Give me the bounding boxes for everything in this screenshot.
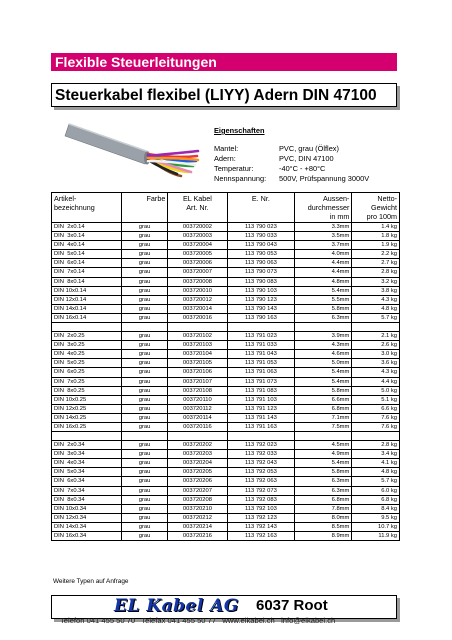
cell-artnr: 003720007 [168,268,227,277]
table-row [52,395,400,404]
cell-artikel: DIN 14x0.34 [52,522,122,531]
cell-gewicht: 4.1 kg [352,459,400,468]
cell-enr: 113 791 043 [227,350,295,359]
cell-farbe: grau [121,250,168,259]
cell-aussen: 5.4mm [295,377,352,386]
col-header-gewicht: Netto- Gewicht pro 100m [352,193,400,223]
cell-farbe: grau [121,259,168,268]
table-row [52,441,400,450]
company-logo: EL Kabel AG [114,596,239,616]
cell-farbe: grau [121,304,168,313]
cell-aussen: 5.4mm [295,368,352,377]
cell-artnr: 003720003 [168,232,227,241]
cell-aussen: 7.8mm [295,504,352,513]
table-row [52,486,400,495]
cell-enr: 113 791 063 [227,368,295,377]
cell-artikel: DIN 5x0.14 [52,250,122,259]
col-header-aussen: Aussen- durchmesser in mm [295,193,352,223]
table-row [52,532,400,541]
cell-farbe: grau [121,441,168,450]
empty-cell [227,432,295,441]
cell-artikel: DIN 16x0.25 [52,422,122,431]
cell-gewicht: 4.3 kg [352,295,400,304]
cell-artikel: DIN 12x0.14 [52,295,122,304]
table-row [52,223,400,232]
group-separator [52,432,400,441]
cell-gewicht: 3.8 kg [352,286,400,295]
cell-artikel: DIN 5x0.25 [52,359,122,368]
table-row [52,332,400,341]
section-title: Flexible Steuerleitungen [51,53,397,71]
cell-artikel: DIN 7x0.14 [52,268,122,277]
cell-farbe: grau [121,277,168,286]
cell-artikel: DIN 10x0.34 [52,504,122,513]
table-row [52,286,400,295]
cell-artikel: DIN 14x0.25 [52,413,122,422]
cell-aussen: 8.9mm [295,532,352,541]
cell-aussen: 5.4mm [295,459,352,468]
cell-enr: 113 792 043 [227,459,295,468]
empty-cell [168,432,227,441]
cell-artikel: DIN 4x0.25 [52,350,122,359]
cell-artnr: 003720214 [168,522,227,531]
cell-farbe: grau [121,341,168,350]
cell-gewicht: 3.4 kg [352,450,400,459]
cell-aussen: 6.3mm [295,313,352,322]
cell-artnr: 003720012 [168,295,227,304]
cell-enr: 113 790 163 [227,313,295,322]
col-header-artnr: EL Kabel Art. Nr. [168,193,227,223]
cell-gewicht: 1.8 kg [352,232,400,241]
cell-aussen: 6.3mm [295,477,352,486]
cell-aussen: 7.5mm [295,422,352,431]
cell-artnr: 003720206 [168,477,227,486]
cell-farbe: grau [121,286,168,295]
cell-artikel: DIN 3x0.14 [52,232,122,241]
cell-artnr: 003720103 [168,341,227,350]
cell-aussen: 4.9mm [295,450,352,459]
cell-aussen: 5.8mm [295,304,352,313]
cell-farbe: grau [121,477,168,486]
cell-artnr: 003720105 [168,359,227,368]
cell-aussen: 8.0mm [295,513,352,522]
cell-gewicht: 2.6 kg [352,341,400,350]
table-row [52,468,400,477]
cell-gewicht: 5.7 kg [352,477,400,486]
table-row [52,304,400,313]
cell-aussen: 6.3mm [295,486,352,495]
cell-artikel: DIN 7x0.34 [52,486,122,495]
cell-gewicht: 4.8 kg [352,304,400,313]
table-row [52,522,400,531]
cell-farbe: grau [121,395,168,404]
table-body [52,223,400,541]
cell-gewicht: 3.0 kg [352,350,400,359]
cell-aussen: 3.5mm [295,232,352,241]
col-header-enr: E. Nr. [227,193,295,223]
cell-gewicht: 2.1 kg [352,332,400,341]
cell-enr: 113 792 083 [227,495,295,504]
cell-aussen: 4.4mm [295,259,352,268]
cell-artikel: DIN 14x0.14 [52,304,122,313]
table-header-row [52,193,400,223]
empty-cell [295,323,352,332]
table-row [52,277,400,286]
cell-aussen: 4.5mm [295,441,352,450]
property-row: Mantel: PVC, grau (Ölflex) [214,144,339,153]
cell-artikel: DIN 6x0.34 [52,477,122,486]
cell-enr: 113 791 023 [227,332,295,341]
cell-farbe: grau [121,459,168,468]
cell-farbe: grau [121,268,168,277]
table-row [52,504,400,513]
cell-artnr: 003720010 [168,286,227,295]
cell-artnr: 003720005 [168,250,227,259]
cell-artikel: DIN 8x0.25 [52,386,122,395]
cell-aussen: 5.4mm [295,286,352,295]
company-city: 6037 Root [256,597,328,614]
cell-enr: 113 792 053 [227,468,295,477]
footnote: Weitere Typen auf Anfrage [53,578,129,585]
cell-artnr: 003720207 [168,486,227,495]
cell-gewicht: 4.4 kg [352,377,400,386]
cell-gewicht: 11.9 kg [352,532,400,541]
cell-gewicht: 2.2 kg [352,250,400,259]
empty-cell [168,323,227,332]
cell-farbe: grau [121,232,168,241]
cell-artnr: 003720106 [168,368,227,377]
cell-aussen: 5.5mm [295,295,352,304]
table-row [52,313,400,322]
cell-aussen: 3.9mm [295,332,352,341]
cell-farbe: grau [121,332,168,341]
cell-artikel: DIN 8x0.34 [52,495,122,504]
table-row [52,422,400,431]
table-row [52,404,400,413]
cell-enr: 113 792 063 [227,477,295,486]
cell-aussen: 8.5mm [295,522,352,531]
table-row [52,268,400,277]
cell-enr: 113 792 103 [227,504,295,513]
cell-aussen: 6.8mm [295,495,352,504]
contact-line: Telefon 041 455 50 70 Telefax 041 455 50 77 www.elkabel.ch info@elkabel.ch [60,616,336,625]
table-row [52,259,400,268]
col-header-farbe: Farbe [121,193,168,223]
table-row [52,513,400,522]
cell-artikel: DIN 2x0.34 [52,441,122,450]
empty-cell [121,432,168,441]
cell-aussen: 3.3mm [295,223,352,232]
cell-gewicht: 4.8 kg [352,468,400,477]
cell-enr: 113 791 083 [227,386,295,395]
cell-artnr: 003720104 [168,350,227,359]
cell-artikel: DIN 2x0.14 [52,223,122,232]
table-row [52,459,400,468]
cell-aussen: 5.8mm [295,468,352,477]
cell-artnr: 003720202 [168,441,227,450]
cell-artikel: DIN 6x0.25 [52,368,122,377]
cell-artnr: 003720102 [168,332,227,341]
cell-artikel: DIN 7x0.25 [52,377,122,386]
cell-aussen: 4.3mm [295,341,352,350]
property-row: Nennspannung: 500V, Prüfspannung 3000V [214,174,370,183]
cell-farbe: grau [121,313,168,322]
cell-aussen: 5.0mm [295,359,352,368]
cell-farbe: grau [121,377,168,386]
cell-artikel: DIN 4x0.34 [52,459,122,468]
cell-farbe: grau [121,450,168,459]
cell-enr: 113 790 043 [227,241,295,250]
cell-enr: 113 790 123 [227,295,295,304]
cell-enr: 113 790 073 [227,268,295,277]
properties-block [214,126,369,184]
cell-enr: 113 790 063 [227,259,295,268]
cell-gewicht: 10.7 kg [352,522,400,531]
cell-artnr: 003720114 [168,413,227,422]
cell-artnr: 003720110 [168,395,227,404]
cell-aussen: 7.1mm [295,413,352,422]
cable-image [51,120,201,178]
cell-artikel: DIN 6x0.14 [52,259,122,268]
cell-artikel: DIN 10x0.14 [52,286,122,295]
table-row [52,368,400,377]
cell-artikel: DIN 12x0.25 [52,404,122,413]
cell-artikel: DIN 12x0.34 [52,513,122,522]
empty-cell [352,323,400,332]
cell-gewicht: 4.3 kg [352,368,400,377]
cell-artnr: 003720205 [168,468,227,477]
cell-gewicht: 2.8 kg [352,441,400,450]
table-row [52,359,400,368]
table-row [52,413,400,422]
cell-gewicht: 1.9 kg [352,241,400,250]
cell-farbe: grau [121,468,168,477]
cell-aussen: 6.6mm [295,395,352,404]
cell-artnr: 003720016 [168,313,227,322]
cell-aussen: 3.7mm [295,241,352,250]
table-row [52,377,400,386]
table-row [52,295,400,304]
group-separator [52,323,400,332]
cell-artnr: 003720204 [168,459,227,468]
cell-gewicht: 8.4 kg [352,504,400,513]
cell-enr: 113 792 033 [227,450,295,459]
cell-gewicht: 3.6 kg [352,359,400,368]
cell-artikel: DIN 3x0.34 [52,450,122,459]
cell-gewicht: 7.6 kg [352,422,400,431]
cell-enr: 113 791 053 [227,359,295,368]
table-row [52,386,400,395]
cell-artnr: 003720108 [168,386,227,395]
empty-cell [121,323,168,332]
cell-gewicht: 6.0 kg [352,486,400,495]
cell-gewicht: 7.6 kg [352,413,400,422]
cable-table [51,192,400,541]
table-row [52,495,400,504]
cell-farbe: grau [121,223,168,232]
cell-farbe: grau [121,422,168,431]
cell-aussen: 6.8mm [295,404,352,413]
cell-farbe: grau [121,350,168,359]
cell-farbe: grau [121,413,168,422]
cell-artnr: 003720212 [168,513,227,522]
cell-artikel: DIN 8x0.14 [52,277,122,286]
cell-enr: 113 791 123 [227,404,295,413]
cell-gewicht: 6.6 kg [352,404,400,413]
cell-farbe: grau [121,241,168,250]
cell-artnr: 003720006 [168,259,227,268]
cell-enr: 113 790 083 [227,277,295,286]
cell-aussen: 4.6mm [295,350,352,359]
cell-enr: 113 790 033 [227,232,295,241]
table-row [52,241,400,250]
cell-farbe: grau [121,368,168,377]
cell-artnr: 003720112 [168,404,227,413]
col-header-artikel: Artikel- bezeichnung [52,193,122,223]
cell-gewicht: 5.1 kg [352,395,400,404]
cell-gewicht: 3.2 kg [352,277,400,286]
cell-artnr: 003720004 [168,241,227,250]
cell-artnr: 003720107 [168,377,227,386]
cell-farbe: grau [121,386,168,395]
table-row [52,350,400,359]
cell-gewicht: 6.8 kg [352,495,400,504]
cell-aussen: 4.4mm [295,268,352,277]
cell-artikel: DIN 4x0.14 [52,241,122,250]
cell-gewicht: 1.4 kg [352,223,400,232]
cell-artikel: DIN 16x0.34 [52,532,122,541]
cell-enr: 113 792 123 [227,513,295,522]
cell-aussen: 5.8mm [295,386,352,395]
cell-artnr: 003720216 [168,532,227,541]
product-title: Steuerkabel flexibel (LIYY) Adern DIN 47100 [51,83,397,107]
property-row: Temperatur: -40°C - +80°C [214,164,326,173]
cell-artnr: 003720203 [168,450,227,459]
cell-gewicht: 5.0 kg [352,386,400,395]
table-row [52,250,400,259]
empty-cell [295,432,352,441]
cell-enr: 113 790 143 [227,304,295,313]
cell-enr: 113 791 073 [227,377,295,386]
cell-farbe: grau [121,486,168,495]
cell-gewicht: 2.8 kg [352,268,400,277]
cell-farbe: grau [121,532,168,541]
cell-enr: 113 791 163 [227,422,295,431]
cell-farbe: grau [121,359,168,368]
cell-farbe: grau [121,404,168,413]
cell-gewicht: 2.7 kg [352,259,400,268]
cell-gewicht: 5.7 kg [352,313,400,322]
cell-enr: 113 790 103 [227,286,295,295]
cell-artnr: 003720208 [168,495,227,504]
empty-cell [52,323,122,332]
cell-artnr: 003720116 [168,422,227,431]
cell-artikel: DIN 16x0.14 [52,313,122,322]
cell-enr: 113 792 023 [227,441,295,450]
cell-artikel: DIN 10x0.25 [52,395,122,404]
cell-gewicht: 9.5 kg [352,513,400,522]
cell-enr: 113 790 053 [227,250,295,259]
cell-farbe: grau [121,295,168,304]
cell-aussen: 4.8mm [295,277,352,286]
cell-aussen: 4.0mm [295,250,352,259]
table-row [52,341,400,350]
cell-farbe: grau [121,504,168,513]
table-row [52,477,400,486]
cell-enr: 113 791 103 [227,395,295,404]
cell-enr: 113 792 143 [227,522,295,531]
table-row [52,232,400,241]
cell-artnr: 003720008 [168,277,227,286]
cell-farbe: grau [121,513,168,522]
cell-artnr: 003720014 [168,304,227,313]
cell-enr: 113 792 073 [227,486,295,495]
cell-artnr: 003720002 [168,223,227,232]
cell-farbe: grau [121,522,168,531]
cell-artikel: DIN 3x0.25 [52,341,122,350]
cell-enr: 113 790 023 [227,223,295,232]
cell-enr: 113 791 033 [227,341,295,350]
property-row: Adern: PVC, DIN 47100 [214,154,334,163]
empty-cell [227,323,295,332]
table-row [52,450,400,459]
cell-artikel: DIN 2x0.25 [52,332,122,341]
empty-cell [352,432,400,441]
cell-artnr: 003720210 [168,504,227,513]
cell-enr: 113 791 143 [227,413,295,422]
empty-cell [52,432,122,441]
cell-enr: 113 792 163 [227,532,295,541]
properties-heading: Eigenschaften [214,126,265,135]
cell-artikel: DIN 5x0.34 [52,468,122,477]
cell-farbe: grau [121,495,168,504]
